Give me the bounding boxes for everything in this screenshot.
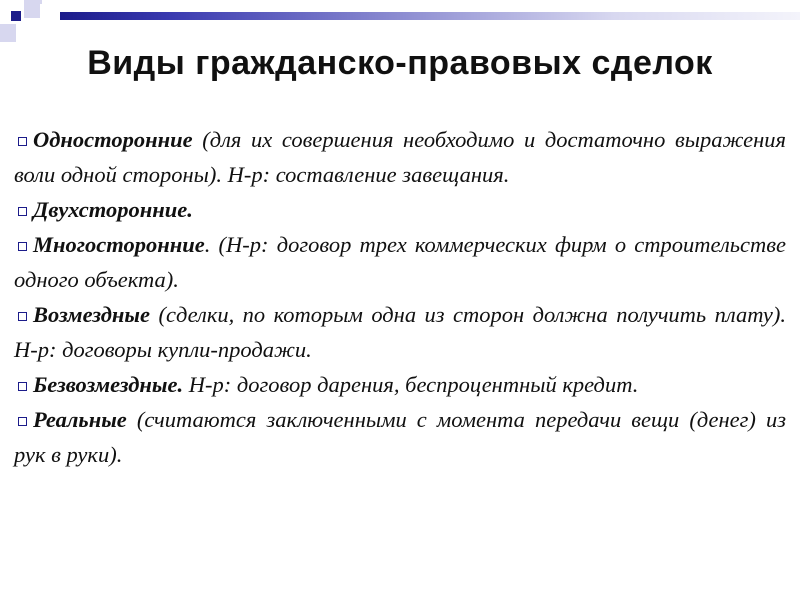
item-text: (для их совершения необходимо и достаточно выражения воли одной стороны). Н-р: составление завещания. — [14, 127, 786, 187]
hollow-square-bullet-icon — [18, 312, 27, 321]
slide-title: Виды гражданско-правовых сделок — [87, 44, 713, 82]
item-text: (сделки, по которым одна из сторон должна получить плату). Н-р: договоры купли-продажи. — [14, 302, 786, 362]
header-gradient-bar — [60, 12, 800, 20]
hollow-square-bullet-icon — [18, 137, 27, 146]
hollow-square-bullet-icon — [18, 242, 27, 251]
list-item — [14, 122, 786, 192]
bullet-list — [14, 122, 786, 472]
item-text: Н-р: договор дарения, беспроцентный кредит. — [183, 372, 639, 397]
list-item — [14, 297, 786, 367]
item-term: Реальные — [33, 407, 127, 432]
list-item — [14, 227, 786, 297]
list-item — [14, 402, 786, 472]
item-term: Безвозмездные. — [33, 372, 184, 397]
item-text: (считаются заключенными с момента передачи вещи (денег) из рук в руки). — [14, 407, 786, 467]
hollow-square-bullet-icon — [18, 417, 27, 426]
hollow-square-bullet-icon — [18, 382, 27, 391]
hollow-square-bullet-icon — [18, 207, 27, 216]
list-item — [14, 367, 786, 402]
item-term: Односторонние — [33, 127, 193, 152]
list-item — [14, 192, 786, 227]
item-text: . (Н-р: договор трех коммерческих фирм о строительстве одного объекта). — [14, 232, 786, 292]
item-term: Многосторонние — [33, 232, 205, 257]
item-term: Двухсторонние. — [33, 197, 193, 222]
decorative-square — [0, 24, 16, 42]
item-term: Возмездные — [33, 302, 151, 327]
decorative-square — [40, 4, 56, 20]
decorative-square — [11, 11, 21, 21]
